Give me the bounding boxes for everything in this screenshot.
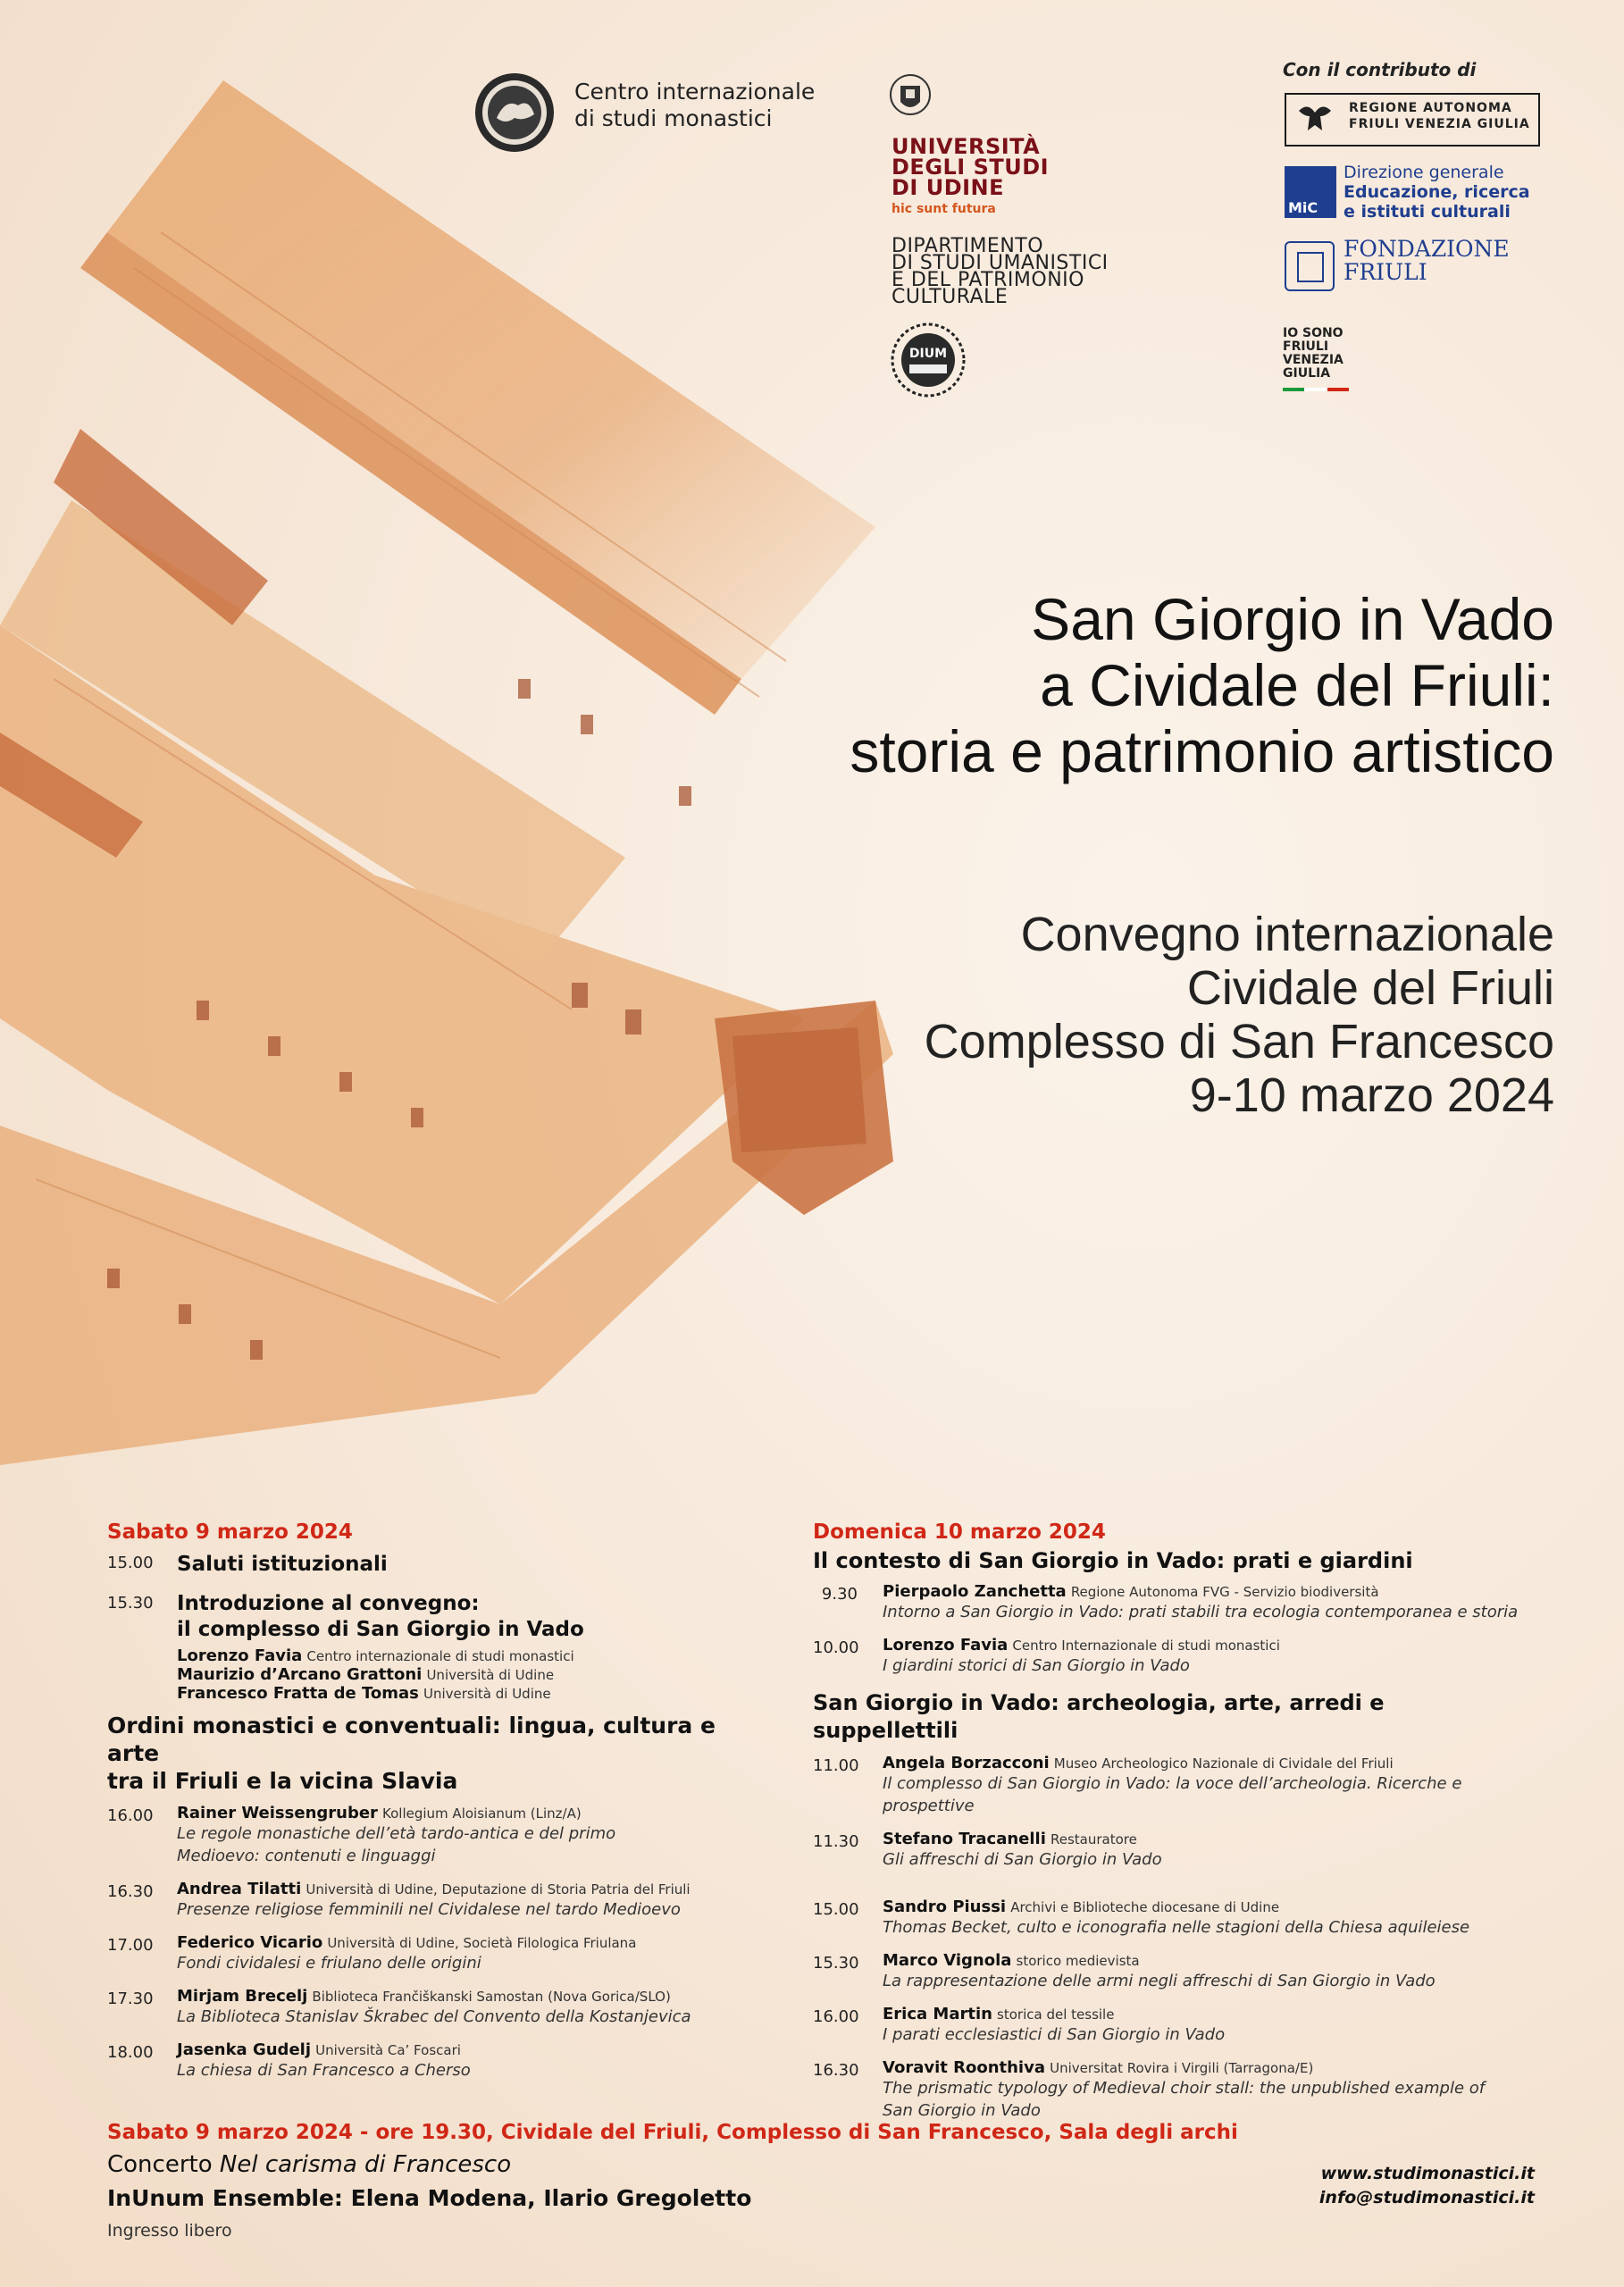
speaker-affiliation: Universitat Rovira i Virgili (Tarragona/E) — [1050, 2060, 1314, 2076]
section-heading — [107, 1712, 732, 1795]
time-label: 16.00 — [813, 2007, 859, 2026]
time-label: 17.00 — [107, 1936, 154, 1955]
speaker-affiliation: storica del tessile — [997, 2006, 1115, 2023]
iosono-line-1: IO SONO — [1283, 326, 1344, 340]
speaker-affiliation: Centro internazionale di studi monastici — [306, 1648, 574, 1664]
section-heading: San Giorgio in Vado: archeologia, arte, arredi e suppellettili — [813, 1690, 1385, 1743]
dium-badge-icon — [890, 322, 967, 398]
time-label: 10.00 — [813, 1638, 859, 1657]
fondazione-line-1: FONDAZIONE — [1344, 236, 1510, 262]
speaker-affiliation: Restauratore — [1050, 1831, 1137, 1847]
talk-row — [813, 2058, 1528, 2122]
event-subtitle — [661, 908, 1554, 1122]
title-line-2: a Cividale del Friuli: — [1040, 652, 1554, 718]
talk-row — [813, 1582, 1528, 1623]
intro-title-line-1: Introduzione al convegno: — [177, 1592, 480, 1615]
talk-row — [107, 1987, 732, 2028]
talk-row — [813, 2005, 1528, 2046]
concert-ensemble: InUnum Ensemble: Elena Modena, Ilario Gregoletto — [107, 2185, 752, 2211]
regione-eagle-icon — [1295, 98, 1335, 138]
dept-line-1: DIPARTIMENTO — [892, 235, 1044, 257]
talk-title: I giardini storici di San Giorgio in Vado — [883, 1656, 1190, 1675]
speaker-name: Sandro Piussi — [883, 1897, 1007, 1916]
talk-row — [813, 1830, 1528, 1871]
uniud-name — [892, 134, 1050, 200]
cism-name — [574, 79, 815, 132]
time-label: 17.30 — [107, 1990, 154, 2008]
dept-line-3: E DEL PATRIMONIO — [892, 269, 1084, 291]
section-heading-line-1: Ordini monastici e conventuali: lingua, cultura e arte — [107, 1713, 716, 1766]
subtitle-line-3: Complesso di San Francesco — [924, 1015, 1554, 1068]
time-label: 16.30 — [107, 1882, 154, 1901]
regione-name — [1349, 100, 1530, 132]
uniud-name-line-2: DEGLI STUDI — [892, 155, 1050, 180]
event-title — [572, 586, 1554, 784]
programme-day-2 — [813, 1520, 1528, 2134]
speaker-affiliation: Università di Udine — [426, 1667, 555, 1683]
speaker-name: Marco Vignola — [883, 1951, 1012, 1970]
intro-speaker — [177, 1646, 732, 1665]
programme-row — [107, 1591, 732, 1703]
email-link[interactable]: info@studimonastici.it — [1318, 2188, 1535, 2207]
talk-title: Il complesso di San Giorgio in Vado: la voce dell’archeologia. Ricerche e prospettive — [883, 1774, 1462, 1815]
fondazione-logo-icon — [1285, 241, 1335, 291]
talk-title: Presenze religiose femminili nel Cividalese nel tardo Medioevo — [177, 1900, 681, 1919]
cism-seal-icon — [473, 71, 556, 154]
speaker-name: Lorenzo Favia — [883, 1636, 1009, 1655]
speaker-affiliation: Regione Autonoma FVG - Servizio biodiversità — [1070, 1584, 1379, 1600]
concert-entry-note: Ingresso libero — [107, 2221, 232, 2241]
talk-row — [107, 1933, 732, 1974]
fondazione-line-2: FRIULI — [1344, 259, 1427, 285]
speaker-affiliation: Kollegium Aloisianum (Linz/A) — [382, 1805, 582, 1822]
time-label: 15.00 — [107, 1554, 154, 1572]
talk-row — [813, 1951, 1528, 1992]
time-label: 15.30 — [107, 1594, 154, 1613]
regione-line-1: REGIONE AUTONOMA — [1349, 101, 1512, 115]
speaker-affiliation: Università di Udine — [423, 1686, 551, 1702]
intro-title-line-2: il complesso di San Giorgio in Vado — [177, 1618, 584, 1641]
mic-line-2: Educazione, ricerca — [1344, 182, 1530, 202]
talk-title: Medioevo: contenuti e linguaggi — [177, 1847, 436, 1865]
iosono-line-2: FRIULI — [1283, 339, 1329, 354]
dept-line-2: DI STUDI UMANISTICI — [892, 252, 1109, 274]
talk-title: Gli affreschi di San Giorgio in Vado — [883, 1850, 1162, 1869]
speaker-name: Pierpaolo Zanchetta — [883, 1582, 1067, 1601]
iosono-line-3: VENEZIA — [1283, 353, 1344, 367]
talk-title: La rappresentazione delle armi negli affreschi di San Giorgio in Vado — [883, 1972, 1436, 1990]
concert-header: Sabato 9 marzo 2024 - ore 19.30, Cividale del Friuli, Complesso di San Francesco, Sala degli archi — [107, 2121, 1238, 2144]
speaker-affiliation: Biblioteca Frančiškanski Samostan (Nova Gorica/SLO) — [312, 1989, 671, 2005]
talk-row — [813, 1636, 1528, 1677]
day-2-date: Domenica 10 marzo 2024 — [813, 1520, 1106, 1544]
speaker-name: Andrea Tilatti — [177, 1880, 302, 1898]
talk-title: Fondi cividalesi e friulano delle origini — [177, 1954, 481, 1973]
programme-day-1 — [107, 1520, 732, 2094]
talk-title: The prismatic typology of Medieval choir stall: the unpublished example of — [883, 2079, 1486, 2098]
speaker-name: Jasenka Gudelj — [177, 2040, 311, 2059]
speaker-name: Erica Martin — [883, 2005, 992, 2023]
talk-title: I parati ecclesiastici di San Giorgio in Vado — [883, 2025, 1226, 2044]
speaker-affiliation: Università di Udine, Società Filologica Friulana — [327, 1935, 637, 1951]
speaker-name: Stefano Tracanelli — [883, 1830, 1046, 1848]
uniud-motto: hic sunt futura — [892, 202, 996, 216]
contacts — [1319, 2162, 1535, 2210]
website-link[interactable]: www.studimonastici.it — [1320, 2164, 1535, 2183]
talk-row — [813, 1897, 1528, 1939]
title-line-1: San Giorgio in Vado — [1031, 586, 1554, 652]
time-label: 11.00 — [813, 1756, 859, 1775]
programme-row — [107, 1551, 732, 1579]
time-label: 15.00 — [813, 1900, 859, 1919]
time-label: 9.30 — [821, 1585, 858, 1604]
concert-title — [107, 2151, 511, 2178]
speaker-name: Mirjam Brecelj — [177, 1987, 308, 2006]
speaker-affiliation: Archivi e Biblioteche diocesane di Udine — [1010, 1899, 1280, 1915]
section-heading: Il contesto di San Giorgio in Vado: prati e giardini — [813, 1548, 1413, 1573]
time-label: 16.00 — [107, 1806, 154, 1825]
cism-line-2: di studi monastici — [574, 105, 773, 131]
talk-title: Thomas Becket, culto e iconografia nelle stagioni della Chiesa aquileiese — [883, 1918, 1470, 1937]
talk-row — [107, 1880, 732, 1921]
mic-mark: MiC — [1288, 199, 1318, 216]
speaker-affiliation: Centro Internazionale di studi monastici — [1012, 1638, 1280, 1654]
intro-speaker — [177, 1684, 732, 1703]
talk-title: Intorno a San Giorgio in Vado: prati stabili tra ecologia contemporanea e storia — [883, 1603, 1519, 1621]
title-line-3: storia e patrimonio artistico — [850, 718, 1554, 784]
intro-speaker — [177, 1665, 732, 1684]
day-1-date: Sabato 9 marzo 2024 — [107, 1520, 353, 1544]
speaker-name: Maurizio d’Arcano Grattoni — [177, 1665, 423, 1684]
talk-row — [813, 1754, 1528, 1817]
talk-title: San Giorgio in Vado — [883, 2101, 1041, 2120]
subtitle-line-4: 9-10 marzo 2024 — [1189, 1068, 1554, 1122]
talk-title: La chiesa di San Francesco a Cherso — [177, 2061, 471, 2080]
speaker-name: Voravit Roonthiva — [883, 2058, 1045, 2077]
talk-row — [107, 1804, 732, 1867]
subtitle-line-2: Cividale del Friuli — [1186, 961, 1554, 1015]
department-name — [892, 235, 1109, 308]
speaker-name: Angela Borzacconi — [883, 1754, 1050, 1772]
uniud-name-line-3: DI UDINE — [892, 175, 1005, 200]
talk-title: La Biblioteca Stanislav Škrabec del Convento della Kostanjevica — [177, 2007, 691, 2026]
cism-line-1: Centro internazionale — [574, 79, 816, 105]
mic-name — [1344, 163, 1530, 222]
mic-logo-icon — [1285, 166, 1336, 218]
session-label: Saluti istituzionali — [177, 1553, 388, 1576]
dept-line-4: CULTURALE — [892, 286, 1009, 308]
time-label: 16.30 — [813, 2061, 859, 2080]
time-label: 18.00 — [107, 2043, 154, 2062]
iosono-line-4: GIULIA — [1283, 366, 1331, 381]
fondazione-name — [1344, 238, 1510, 284]
speaker-affiliation: Università Ca’ Foscari — [315, 2042, 461, 2058]
uniud-name-line-1: UNIVERSITÀ — [892, 134, 1041, 159]
speaker-name: Federico Vicario — [177, 1933, 323, 1952]
italian-flag-icon — [1283, 388, 1349, 391]
regione-line-2: FRIULI VENEZIA GIULIA — [1349, 117, 1530, 131]
contributors-label: Con il contributo di — [1283, 59, 1477, 80]
speaker-affiliation: storico medievista — [1016, 1953, 1140, 1969]
mic-line-1: Direzione generale — [1344, 163, 1504, 182]
concert-title-prefix: Concerto — [107, 2151, 213, 2178]
speaker-name: Rainer Weissengruber — [177, 1804, 378, 1822]
time-label: 15.30 — [813, 1954, 859, 1973]
subtitle-line-1: Convegno internazionale — [1020, 908, 1554, 961]
time-label: 11.30 — [813, 1832, 859, 1851]
section-heading-line-2: tra il Friuli e la vicina Slavia — [107, 1768, 458, 1794]
talk-title: Le regole monastiche dell’età tardo-antica e del primo — [177, 1824, 616, 1843]
speaker-affiliation: Università di Udine, Deputazione di Storia Patria del Friuli — [306, 1881, 691, 1897]
mic-line-3: e istituti culturali — [1344, 202, 1511, 222]
speaker-name: Francesco Fratta de Tomas — [177, 1684, 419, 1703]
concert-title-italic: Nel carisma di Francesco — [219, 2151, 512, 2178]
io-sono-fvg-logo — [1283, 327, 1344, 381]
talk-row — [107, 2040, 732, 2082]
speaker-affiliation: Museo Archeologico Nazionale di Cividale del Friuli — [1053, 1755, 1394, 1772]
uniud-crest-icon — [890, 71, 931, 125]
speaker-name: Lorenzo Favia — [177, 1646, 303, 1665]
dium-label: DIUM — [908, 347, 948, 361]
